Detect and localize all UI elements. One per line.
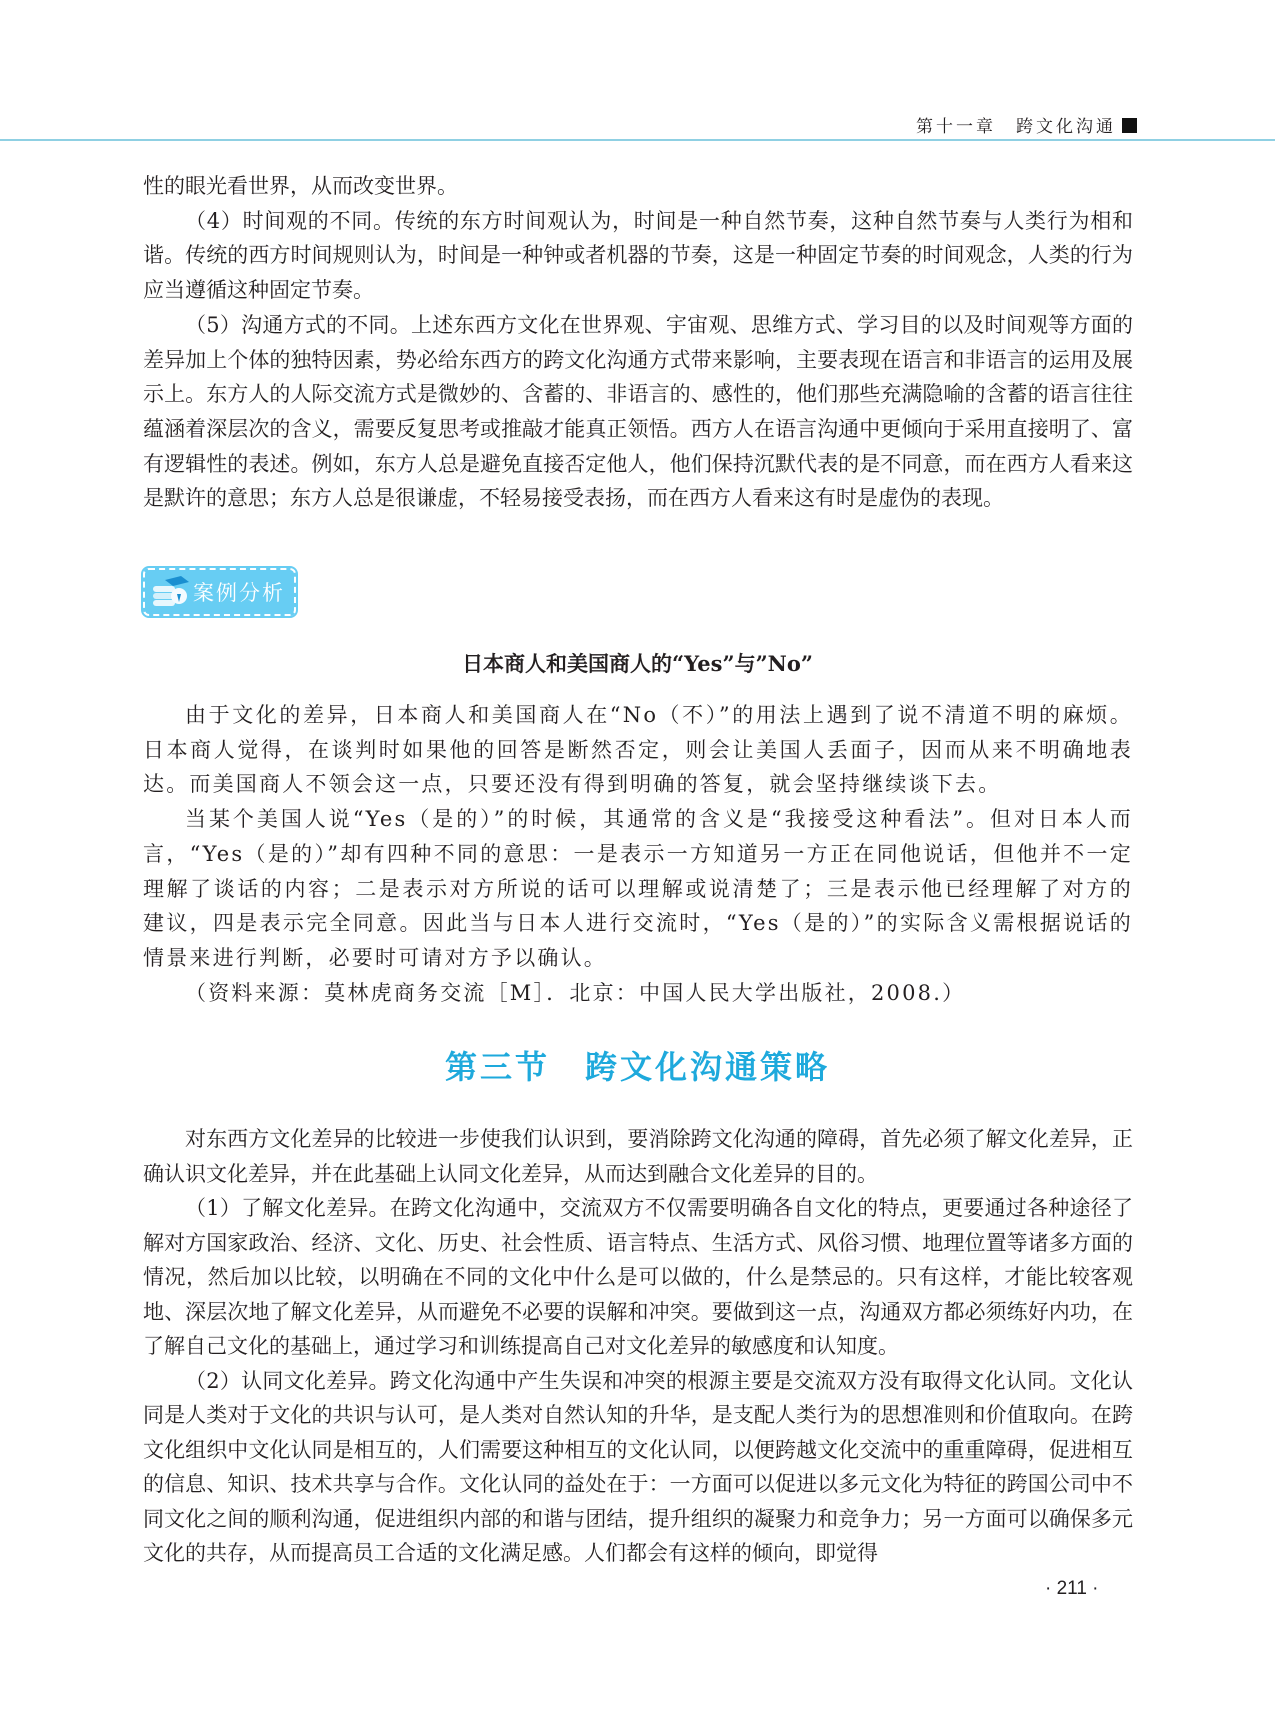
section-title: 第三节 跨文化沟通策略: [444, 1048, 830, 1086]
paragraph: （4）时间观的不同。传统的东方时间观认为，时间是一种自然节奏，这种自然节奏与人类行为相和谐。传统的西方时间规则认为，时间是一种钟或者机器的节奏，这是一种固定节奏的时间观念，人类的行为应当遵循这种固定节奏。: [143, 208, 1133, 303]
square-marker-icon: [1122, 118, 1137, 133]
case-paragraph: 当某个美国人说“Yes（是的）”的时候，其通常的含义是“我接受这种看法”。但对日本人而言，“Yes（是的）”却有四种不同的意思：一是表示一方知道另一方正在同他说话，但他并不一定理解了谈话的内容；二是表示对方所说的话可以理解或说清楚了；三是表示他已经理解了对方的建议，四是表示完全同意。因此当与日本人进行交流时，“Yes（是的）”的实际含义需根据说话的情景来进行判断，必要时可请对方予以确认。: [143, 807, 1133, 970]
case-title: 日本商人和美国商人的“Yes”与”No”: [462, 651, 813, 676]
header-rule: [0, 139, 1275, 141]
case-paragraph: 由于文化的差异，日本商人和美国商人在“No（不）”的用法上遇到了说不清道不明的麻烦。日本商人觉得，在谈判时如果他的回答是断然否定，则会让美国人丢面子，因而从来不明确地表达。而美国商人不领会这一点，只要还没有得到明确的答复，就会坚持继续谈下去。: [143, 703, 1133, 797]
paragraph: 性的眼光看世界，从而改变世界。: [143, 174, 458, 198]
paragraph: 对东西方文化差异的比较进一步使我们认识到，要消除跨文化沟通的障碍，首先必须了解文化差异，正确认识文化差异，并在此基础上认同文化差异，从而达到融合文化差异的目的。: [143, 1127, 1133, 1186]
case-text: [143, 698, 1133, 1010]
running-title: 第十一章 跨文化沟通: [916, 117, 1116, 137]
case-source: （资料来源：莫林虎商务交流［M］．北京：中国人民大学出版社，2008.）: [185, 980, 966, 1005]
graduation-cap-books-icon: [151, 574, 191, 610]
bottom-text: [143, 1122, 1133, 1571]
paragraph: （2）认同文化差异。跨文化沟通中产生失误和冲突的根源主要是交流双方没有取得文化认同。文化认同是人类对于文化的共识与认可，是人类对自然认知的升华，是支配人类行为的思想准则和价值取向。在跨文化组织中文化认同是相互的，人们需要这种相互的文化认同，以便跨越文化交流中的重重障碍，促进相互的信息、知识、技术共享与合作。文化认同的益处在于：一方面可以促进以多元文化为特征的跨国公司中不同文化之间的顺利沟通，促进组织内部的和谐与团结，提升组织的凝聚力和竞争力；另一方面可以确保多元文化的共存，从而提高员工合适的文化满足感。人们都会有这样的倾向，即觉得: [143, 1368, 1133, 1565]
paragraph: （5）沟通方式的不同。上述东西方文化在世界观、宇宙观、思维方式、学习目的以及时间观等方面的差异加上个体的独特因素，势必给东西方的跨文化沟通方式带来影响，主要表现在语言和非语言的运用及展示上。东方人的人际交流方式是微妙的、含蓄的、非语言的、感性的，他们那些充满隐喻的含蓄的语言往往蕴涵着深层次的含义，需要反复思考或推敲才能真正领悟。西方人在语言沟通中更倾向于采用直接明了、富有逻辑性的表述。例如，东方人总是避免直接否定他人，他们保持沉默代表的是不同意，而在西方人看来这是默许的意思；东方人总是很谦虚，不轻易接受表扬，而在西方人看来这有时是虚伪的表现。: [143, 312, 1133, 511]
paragraph: （1）了解文化差异。在跨文化沟通中，交流双方不仅需要明确各自文化的特点，更要通过各种途径了解对方国家政治、经济、文化、历史、社会性质、语言特点、生活方式、风俗习惯、地理位置等诸多方面的情况，然后加以比较，以明确在不同的文化中什么是可以做的，什么是禁忌的。只有这样，才能比较客观地、深层次地了解文化差异，从而避免不必要的误解和冲突。要做到这一点，沟通双方都必须练好内功，在了解自己文化的基础上，通过学习和训练提高自己对文化差异的敏感度和认知度。: [143, 1196, 1133, 1358]
page-number: · 211 ·: [1045, 1578, 1099, 1599]
case-analysis-badge: [143, 568, 296, 616]
running-header: [916, 112, 1137, 137]
top-text: [143, 169, 1133, 516]
badge-label: 案例分析: [193, 581, 285, 605]
